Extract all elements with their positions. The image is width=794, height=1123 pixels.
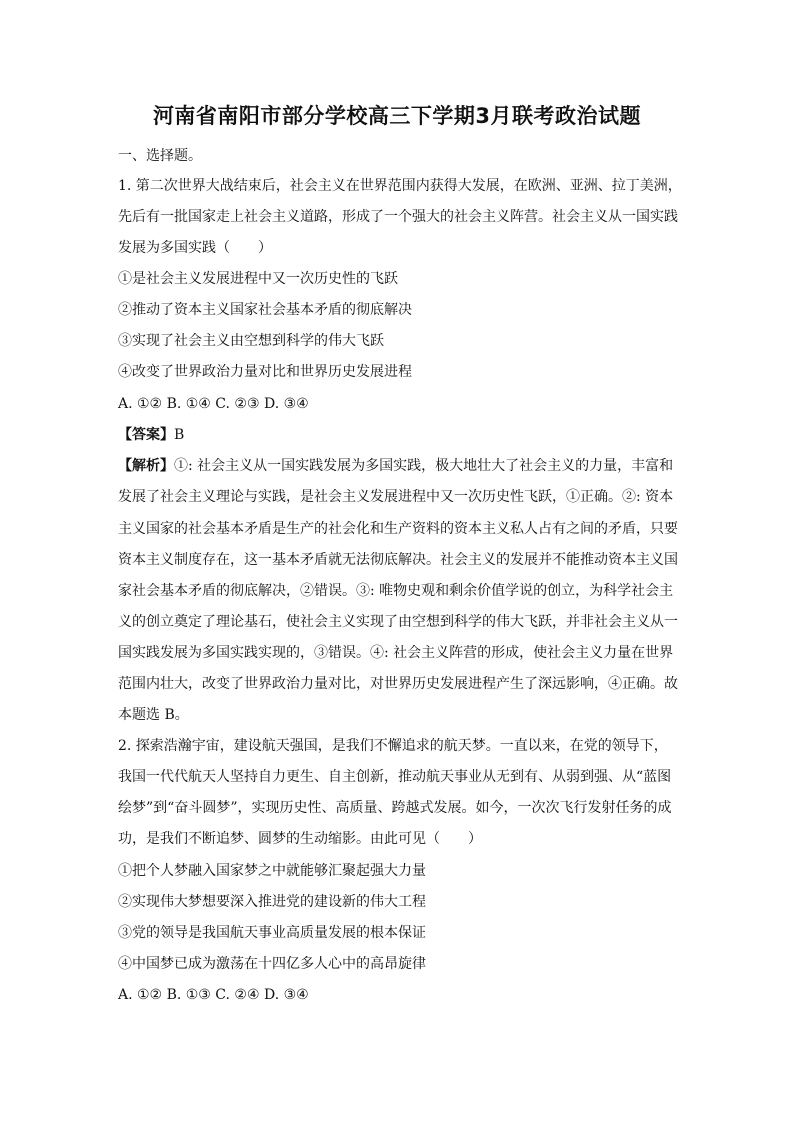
- q2-option: ④中国梦已成为激荡在十四亿多人心中的高昂旋律: [118, 956, 426, 972]
- q1-stem-line: 发展为多国实践（ ）: [118, 240, 272, 256]
- q2-stem-line: 绘梦”到“奋斗圆梦”，实现历史性、高质量、跨越式发展。如今，一次次飞行发射任务的成: [118, 800, 672, 816]
- q2-option: ①把个人梦融入国家梦之中就能够汇聚起强大力量: [118, 863, 426, 879]
- section-heading: 一、选择题。: [118, 148, 202, 164]
- analysis-line: 义的创立奠定了理论基石，使社会主义实现了由空想到科学的伟大飞跃，并非社会主义从一: [118, 614, 678, 630]
- q1-choices: A. ①② B. ①④ C. ②③ D. ③④: [118, 396, 309, 412]
- q1-option: ②推动了资本主义国家社会基本矛盾的彻底解决: [118, 302, 412, 318]
- q1-option: ①是社会主义发展进程中又一次历史性的飞跃: [118, 271, 398, 287]
- analysis-label: 【解析】: [118, 458, 174, 474]
- analysis-line: 主义国家的社会基本矛盾是生产的社会化和生产资料的资本主义私人占有之间的矛盾，只要: [118, 521, 678, 537]
- analysis-line: 国实践发展为多国实践实现的，③错误。④: 社会主义阵营的形成，使社会主义力量在世界: [118, 645, 674, 661]
- q1-stem-line: 1. 第二次世界大战结束后，社会主义在世界范围内获得大发展，在欧洲、亚洲、拉丁美洲，: [118, 178, 682, 194]
- q1-stem-line: 先后有一批国家走上社会主义道路，形成了一个强大的社会主义阵营。社会主义从一国实践: [118, 209, 678, 225]
- q1-option: ④改变了世界政治力量对比和世界历史发展进程: [118, 364, 412, 380]
- analysis-line: ①: 社会主义从一国实践发展为多国实践，极大地壮大了社会主义的力量，丰富和: [174, 458, 674, 474]
- analysis-line: 资本主义制度存在，这一基本矛盾就无法彻底解决。社会主义的发展并不能推动资本主义国: [118, 552, 678, 568]
- q2-option: ②实现伟大梦想要深入推进党的建设新的伟大工程: [118, 894, 426, 910]
- analysis-line: 家社会基本矛盾的彻底解决，②错误。③: 唯物史观和剩余价值学说的创立，为科学社会主: [118, 583, 674, 599]
- q2-stem-line: 功，是我们不断追梦、圆梦的生动缩影。由此可见（ ）: [118, 831, 482, 847]
- q1-answer: [118, 426, 184, 444]
- q2-stem-line: 我国一代代航天人坚持自力更生、自主创新，推动航天事业从无到有、从弱到强、从“蓝图: [118, 769, 672, 785]
- analysis-line: 范围内壮大，改变了世界政治力量对比，对世界历史发展进程产生了深远影响，④正确。故: [118, 676, 678, 692]
- q2-choices: A. ①② B. ①③ C. ②④ D. ③④: [118, 987, 309, 1003]
- answer-value: B: [174, 427, 185, 443]
- q2-option: ③党的领导是我国航天事业高质量发展的根本保证: [118, 925, 426, 941]
- answer-label: 【答案】: [118, 427, 174, 443]
- q1-option: ③实现了社会主义由空想到科学的伟大飞跃: [118, 333, 384, 349]
- analysis-line: 发展了社会主义理论与实践，是社会主义发展进程中又一次历史性飞跃，①正确。②: 资本: [118, 489, 674, 505]
- q2-stem-line: 2. 探索浩瀚宇宙，建设航天强国，是我们不懈追求的航天梦。一直以来，在党的领导下，: [118, 738, 668, 754]
- document-title: 河南省南阳市部分学校高三下学期3月联考政治试题: [152, 104, 642, 128]
- analysis-line: 本题选 B。: [118, 707, 189, 723]
- q1-analysis: [118, 457, 673, 475]
